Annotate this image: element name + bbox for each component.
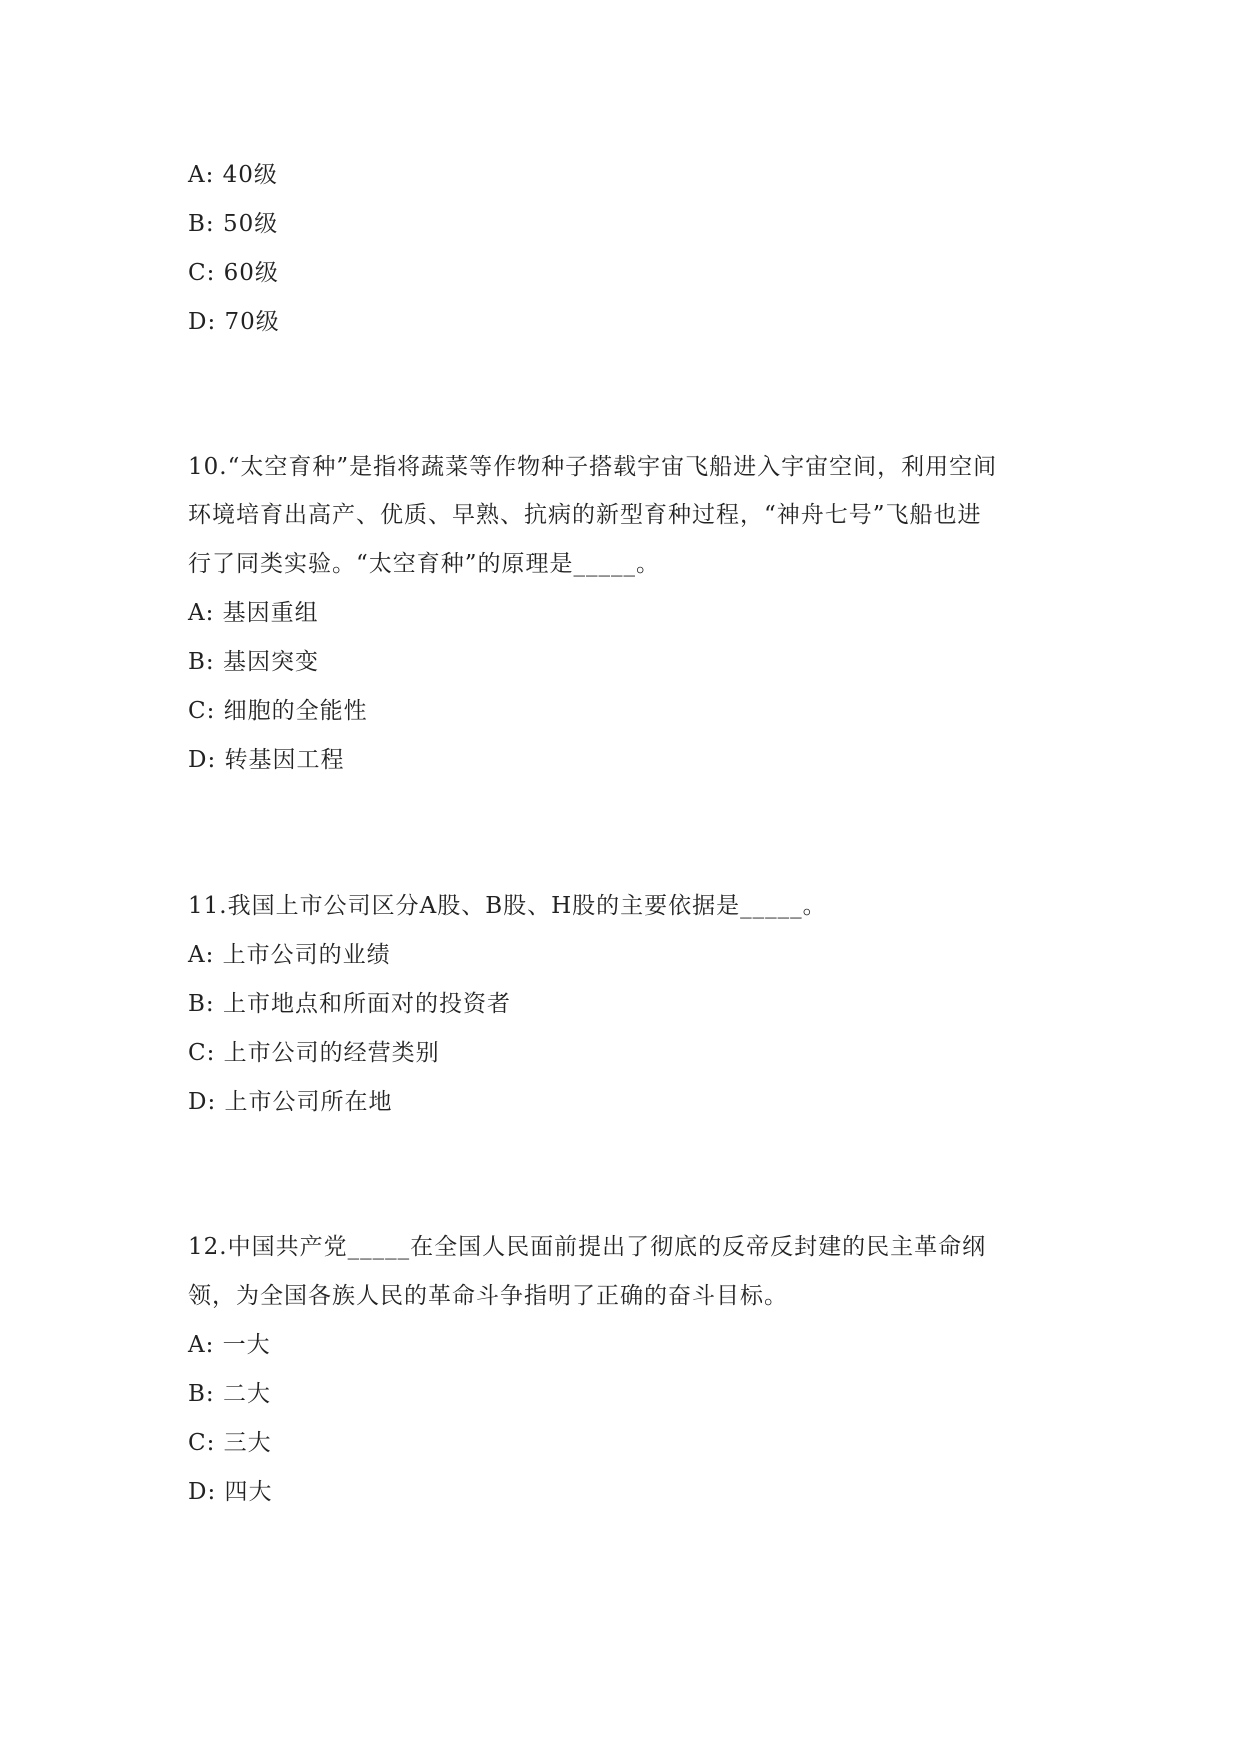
q12-option-b: B: 二大 xyxy=(188,1381,271,1407)
q9-option-a: A: 40级 xyxy=(188,162,278,188)
q9-option-b: B: 50级 xyxy=(188,211,279,237)
q11-stem-line-1: 11.我国上市公司区分A股、B股、H股的主要依据是_____。 xyxy=(188,893,827,919)
q10-stem-line-3: 行了同类实验。“太空育种”的原理是_____。 xyxy=(188,551,661,577)
q9-option-c: C: 60级 xyxy=(188,260,279,286)
q12-option-d: D: 四大 xyxy=(188,1479,273,1505)
q12-option-c: C: 三大 xyxy=(188,1430,272,1456)
q9-option-d: D: 70级 xyxy=(188,309,280,335)
q10-option-d: D: 转基因工程 xyxy=(188,747,345,773)
q11-option-b: B: 上市地点和所面对的投资者 xyxy=(188,991,511,1017)
q11-option-a: A: 上市公司的业绩 xyxy=(188,942,391,968)
q10-option-c: C: 细胞的全能性 xyxy=(188,698,368,724)
q10-stem-line-1: 10.“太空育种”是指将蔬菜等作物种子搭载宇宙飞船进入宇宙空间，利用空间 xyxy=(188,454,998,480)
q10-option-b: B: 基因突变 xyxy=(188,649,319,675)
q10-stem-line-2: 环境培育出高产、优质、早熟、抗病的新型育种过程，“神舟七号”飞船也进 xyxy=(188,502,982,528)
q10-option-a: A: 基因重组 xyxy=(188,600,319,626)
q11-option-d: D: 上市公司所在地 xyxy=(188,1089,393,1115)
q11-option-c: C: 上市公司的经营类别 xyxy=(188,1040,440,1066)
q12-stem-line-2: 领，为全国各族人民的革命斗争指明了正确的奋斗目标。 xyxy=(188,1283,788,1309)
q12-stem-line-1: 12.中国共产党_____在全国人民面前提出了彻底的反帝反封建的民主革命纲 xyxy=(188,1234,987,1260)
q12-option-a: A: 一大 xyxy=(188,1332,271,1358)
